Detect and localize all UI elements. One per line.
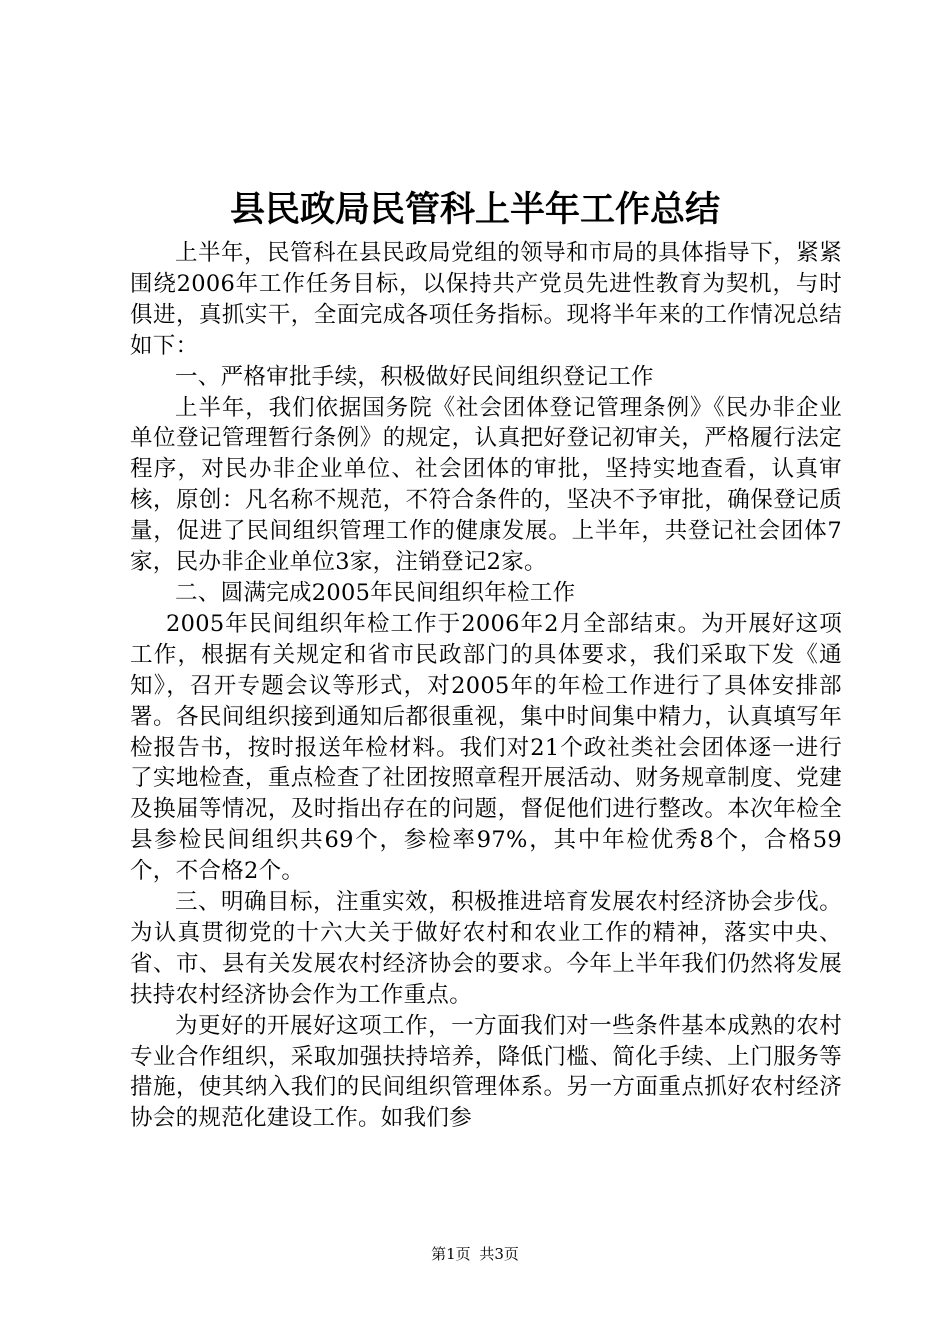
paragraph-section-3: 三、明确目标，注重实效，积极推进培育发展农村经济协会步伐。为认真贯彻党的十六大关于做好农村和农业工作的精神，落实中央、省、市、县有关发展农村经济协会的要求。今年上半年我们仍然将发展扶持农村经济协会作为工作重点。 <box>130 889 842 1008</box>
document-body <box>130 238 842 1134</box>
page-footer <box>0 1244 950 1264</box>
page-total: 共3页 <box>479 1245 519 1263</box>
document-title: 县民政局民管科上半年工作总结 <box>229 189 720 230</box>
paragraph-section-1: 上半年，我们依据国务院《社会团体登记管理条例》《民办非企业单位登记管理暂行条例》的规定，认真把好登记初审关，严格履行法定程序，对民办非企业单位、社会团体的审批，坚持实地查看，认真审核，原创：凡名称不规范，不符合条件的，坚决不予审批，确保登记质量，促进了民间组织管理工作的健康发展。上半年，共登记社会团体7家，民办非企业单位3家，注销登记2家。 <box>130 394 842 576</box>
section-heading-2: 二、圆满完成2005年民间组织年检工作 <box>175 579 576 606</box>
paragraph-intro: 上半年，民管科在县民政局党组的领导和市局的具体指导下，紧紧围绕2006年工作任务目标，以保持共产党员先进性教育为契机，与时俱进，真抓实干，全面完成各项任务指标。现将半年来的工作情况总结如下： <box>130 240 842 359</box>
paragraph-section-3-detail: 为更好的开展好这项工作，一方面我们对一些条件基本成熟的农村专业合作组织，采取加强扶持培养，降低门槛、简化手续、上门服务等措施，使其纳入我们的民间组织管理体系。另一方面重点抓好农村经济协会的规范化建设工作。如我们参 <box>130 1012 842 1132</box>
section-heading-1: 一、严格审批手续，积极做好民间组织登记工作 <box>175 363 654 390</box>
page-number: 第1页 <box>431 1245 471 1263</box>
paragraph-section-2: 2005年民间组织年检工作于2006年2月全部结束。为开展好这项工作，根据有关规定和省市民政部门的具体要求，我们采取下发《通知》，召开专题会议等形式，对2005年的年检工作进行了具体安排部署。各民间组织接到通知后都很重视，集中时间集中精力，认真填写年检报告书，按时报送年检材料。我们对21个政社类社会团体逐一进行了实地检查，重点检查了社团按照章程开展活动、财务规章制度、党建及换届等情况，及时指出存在的问题，督促他们进行整改。本次年检全县参检民间组织共69个，参检率97%，其中年检优秀8个，合格59个，不合格2个。 <box>130 610 842 885</box>
